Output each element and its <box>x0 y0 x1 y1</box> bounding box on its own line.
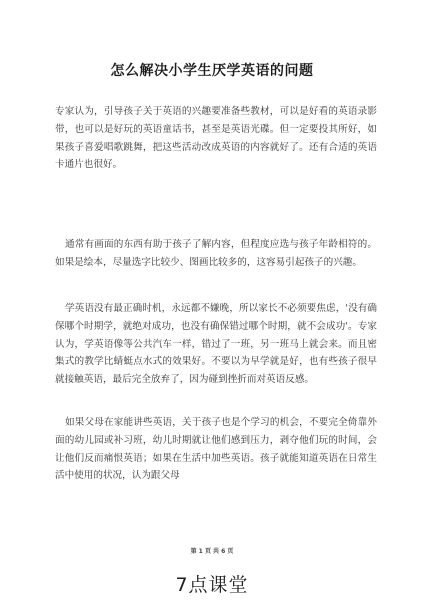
paragraph-4: 如果父母在家能讲些英语，关于孩子也是个学习的机会，不要完全倚靠外面的幼儿园或补习班，幼儿时期就让他们感到压力，剥夺他们玩的时间，会让他们反而痛恨英语；如果在生活中加些英语。孩子就能知道英语在日常生活中使用的状况，认为跟父母 <box>55 417 377 482</box>
document-title: 怎么解决小学生厌学英语的问题 <box>110 63 314 79</box>
watermark-text: 7点课堂 <box>175 574 249 596</box>
paragraph-1: 专家认为，引导孩子关于英语的兴趣要准备些教材，可以是好看的英语录影带，也可以是好玩的英语童话书，甚至是英语光碟。但一定要投其所好，如果孩子喜爱唱歌跳舞，把这些活动改成英语的内容就好了。还有合适的英语卡通片也很好。 <box>55 106 377 171</box>
paragraph-3: 学英语没有最正确时机，永远都不嫌晚，所以家长不必须要焦虑，'没有确保哪个时期学，就绝对成功，也没有确保错过哪个时期，就不会成功'。专家认为，学英语像等公共汽车一样，错过了一班，另一班马上就会来。而且密集式的教学比蜻蜓点水式的效果好。不要以为早学就是好，也有些孩子很早就接触英语，最后完全放弃了，因为碰到挫折而对英语反感。 <box>55 303 377 386</box>
paragraph-2: 通常有画面的东西有助于孩子了解内容，但程度应选与孩子年龄相符的。如果是绘本，尽量选字比较少、图画比较多的，这容易引起孩子的兴趣。 <box>55 239 377 268</box>
page-footer: 第 1 页 共 6 页 <box>190 548 234 555</box>
